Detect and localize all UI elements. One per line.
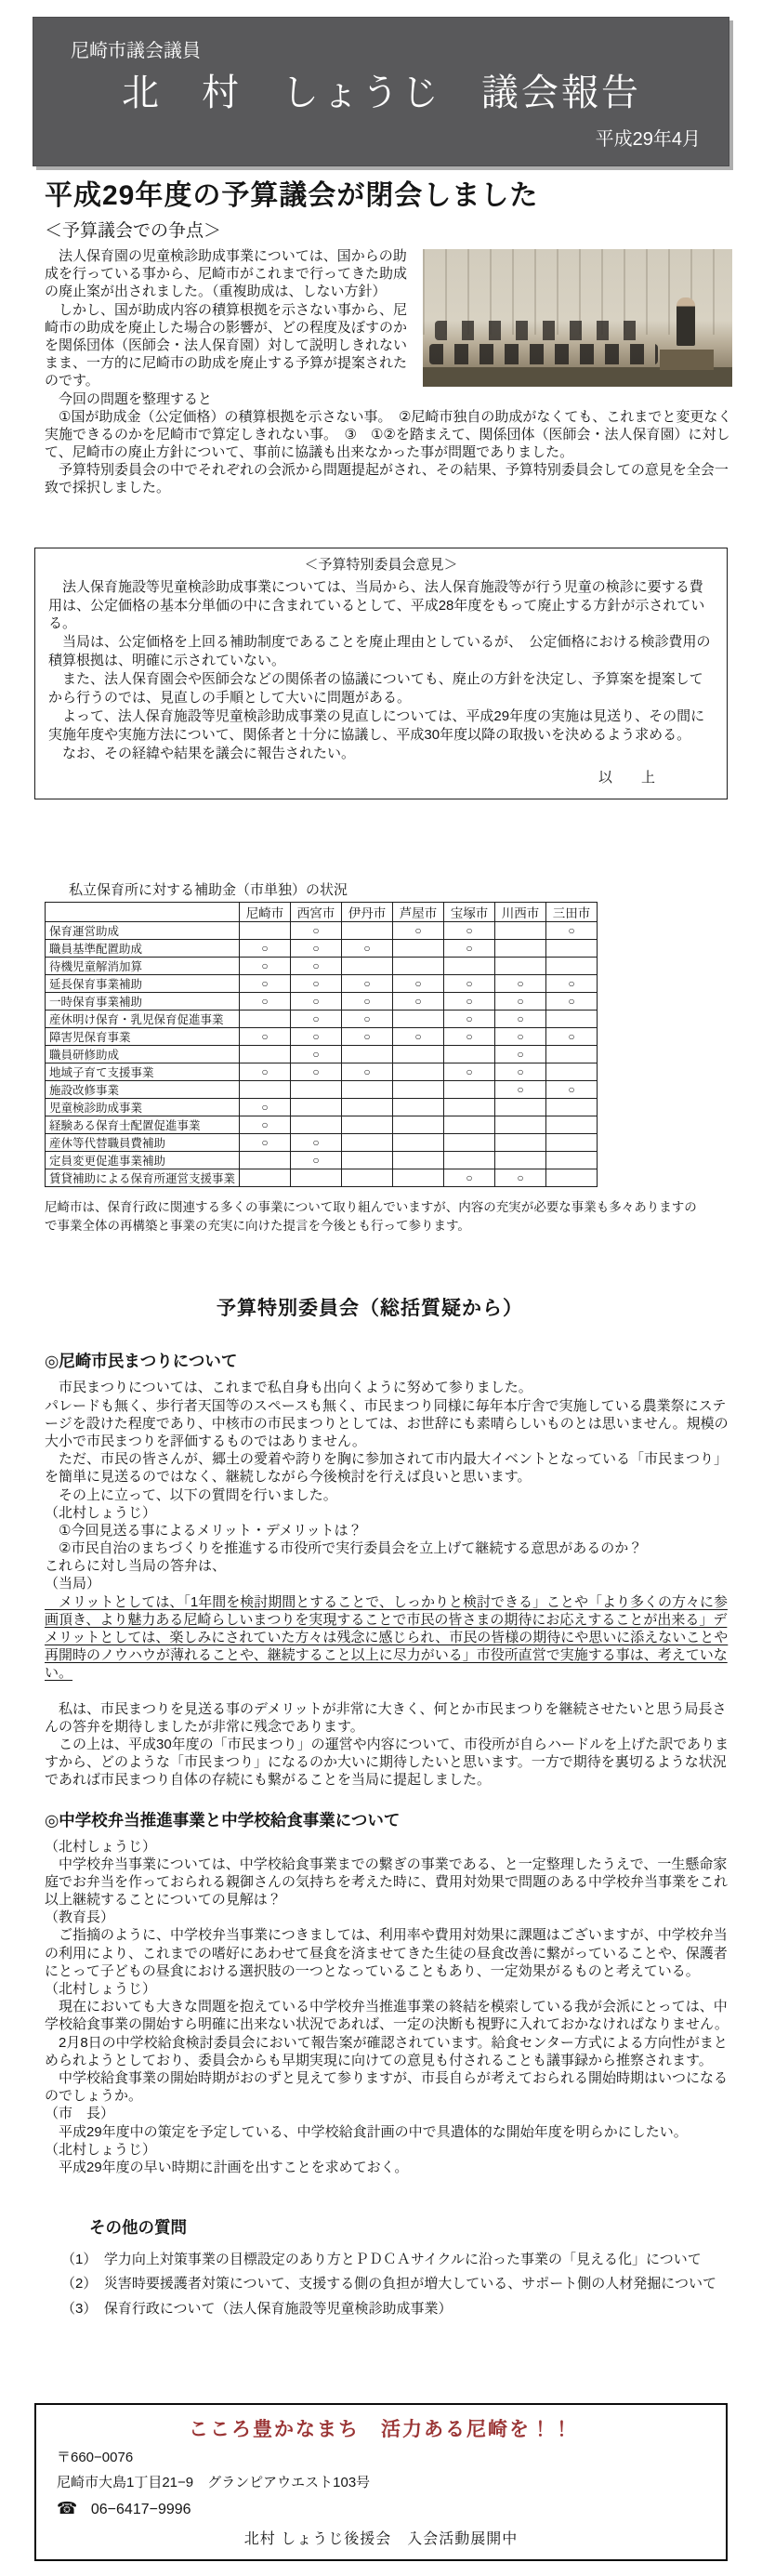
subsidy-mark-cell: ○	[291, 939, 342, 957]
lead-paragraph: 今回の問題を整理すると	[45, 390, 213, 407]
council-role-label: 尼崎市議会議員	[71, 41, 201, 61]
subsidy-table-title: 私立保育所に対する補助金（市単独）の状況	[69, 881, 348, 898]
subsidy-mark-cell: ○	[291, 1063, 342, 1080]
masthead	[33, 17, 729, 166]
subsidy-mark-cell: ○	[291, 1133, 342, 1151]
table-row	[46, 1027, 598, 1045]
subsidy-mark-cell	[546, 957, 598, 974]
opinion-paragraph: 当局は、公定価格を上回る補助制度であることを廃止理由としているが、 公定価格における検診費用の積算根拠は、明確に示されていない。	[48, 634, 711, 669]
subsidy-mark-cell: ○	[240, 939, 291, 957]
other-question-item: （3） 保育行政について（法人保育施設等児童検診助成事業）	[61, 2300, 453, 2317]
subsidy-mark-cell	[240, 1045, 291, 1063]
table-row	[46, 957, 598, 974]
subsidy-mark-cell: ○	[291, 1010, 342, 1027]
subsidy-mark-cell	[393, 939, 444, 957]
other-question-item: （2） 災害時要援護者対策について、支援する側の負担が増大している、サポート側の人材発掘について	[61, 2276, 716, 2292]
subsidy-mark-cell: ○	[495, 1010, 546, 1027]
table-row	[46, 939, 598, 957]
subsidy-mark-cell	[291, 1080, 342, 1098]
subsidy-row-label: 障害児保育事業	[46, 1027, 240, 1045]
subsidy-row-label: 賃貸補助による保育所運営支援事業	[46, 1169, 240, 1186]
subsidy-mark-cell	[291, 1116, 342, 1133]
subsidy-mark-cell: ○	[240, 1063, 291, 1080]
phone-line	[57, 2499, 705, 2518]
subsidy-mark-cell	[444, 1045, 495, 1063]
subsidy-mark-cell: ○	[240, 1027, 291, 1045]
subsidy-mark-cell: ○	[240, 1116, 291, 1133]
table-row	[46, 1010, 598, 1027]
supporters-association-line: 北村 しょうじ後援会 入会活動展開中	[243, 2531, 519, 2548]
subsidy-mark-cell: ○	[495, 1080, 546, 1098]
subsidy-mark-cell	[546, 1169, 598, 1186]
city-column-header: 三田市	[546, 902, 598, 921]
subsidy-mark-cell: ○	[342, 1063, 393, 1080]
subsidy-mark-cell: ○	[393, 1027, 444, 1045]
table-row	[46, 1116, 598, 1133]
subsidy-row-label: 産休等代替職員費補助	[46, 1133, 240, 1151]
office-address: 尼崎市大島1丁目21−9 グランピアウエスト103号	[57, 2475, 371, 2491]
subsidy-mark-cell: ○	[291, 921, 342, 939]
opinion-paragraph: また、法人保育園会や医師会などの関係者の協議についても、廃止の方針を決定し、予算案を提案してから行うのでは、見直しの手順として大いに問題がある。	[48, 671, 703, 707]
qa-paragraph: ご指摘のように、中学校弁当事業につきましては、利用率や費用対効果に課題はございますが、中学校弁当の利用により、これまでの嗜好にあわせて昼食を済ませてきた生徒の昼食改善に繋がっていることや、保護者にとって子どもの昼食における選択肢の一つとなっていることもあり、一定効果がるものと考えている。	[45, 1927, 728, 1979]
subsidy-mark-cell	[393, 1045, 444, 1063]
subsidy-mark-cell	[393, 1116, 444, 1133]
subsidy-mark-cell: ○	[495, 1027, 546, 1045]
lead-section	[45, 179, 732, 497]
topic2-heading: ◎中学校弁当推進事業と中学校給食事業について	[45, 1810, 401, 1830]
footer-contact-box	[34, 2403, 728, 2562]
subsidy-mark-cell	[240, 1151, 291, 1169]
subsidy-row-label: 児童検診助成事業	[46, 1098, 240, 1116]
subsidy-mark-cell: ○	[291, 992, 342, 1010]
subsidy-table	[45, 902, 598, 1187]
qa-paragraph: これらに対し当局の答弁は、	[45, 1558, 227, 1575]
subsidy-mark-cell: ○	[495, 1063, 546, 1080]
subsidy-mark-cell	[546, 1098, 598, 1116]
opinion-closing: 以 上	[598, 769, 663, 786]
opinion-paragraph: なお、その経緯や結果を議会に報告されたい。	[48, 746, 356, 761]
lead-paragraph: ①国が助成金（公定価格）の積算根拠を示さない事。 ②尼崎市独自の助成がなくても、これまでと変更なく実施できるのかを尼崎市で算定しきれない事。 ③ ①②を踏まえて、関係団体（医師会・法人保育園）に対して、尼崎市の廃止方針について、事前に協議も出来なかった事が問題でありました。	[45, 408, 732, 461]
opinion-box-title: ＜予算特別委員会意見＞	[304, 556, 458, 573]
lead-paragraph: しかし、国が助成内容の積算根拠を示さない事から、尼崎市の助成を廃止した場合の影響が、どの程度及ぼすのかを関係団体（医師会・法人保育園）対して説明しきれないまま、一方的に尼崎市の助成を廃止する予算が提案されたのです。	[45, 301, 408, 390]
subsidy-mark-cell	[342, 1045, 393, 1063]
photo-standing-speaker	[677, 297, 695, 346]
issue-date: 平成29年4月	[595, 129, 701, 150]
subsidy-mark-cell	[291, 1169, 342, 1186]
table-corner-cell	[46, 902, 240, 921]
subsidy-mark-cell: ○	[342, 974, 393, 992]
qa-paragraph: （当局）	[45, 1576, 101, 1592]
qa-paragraph: （北村しょうじ）	[45, 2141, 157, 2158]
subsidy-table-note: 尼崎市は、保育行政に関連する多くの事業について取り組んでいますが、内容の充実が必要な事業も多々ありますので事業全体の再構築と事業の充実に向けた提言を今後とも行って参ります。	[45, 1199, 697, 1234]
subsidy-mark-cell	[495, 1133, 546, 1151]
qa-paragraph: 平成29年度中の策定を予定している、中学校給食計画の中で具遣体的な開始年度を明らかにしたい。	[45, 2123, 688, 2140]
table-row	[46, 921, 598, 939]
subsidy-row-label: 経験ある保育士配置促進事業	[46, 1116, 240, 1133]
lead-subheading: ＜予算議会での争点＞	[45, 221, 222, 241]
subsidy-mark-cell: ○	[342, 1027, 393, 1045]
city-column-header: 西宮市	[291, 902, 342, 921]
subsidy-mark-cell	[444, 1151, 495, 1169]
subsidy-mark-cell	[342, 1116, 393, 1133]
subsidy-mark-cell	[444, 957, 495, 974]
qa-paragraph: （教育長）	[45, 1909, 115, 1926]
subsidy-mark-cell	[495, 1098, 546, 1116]
subsidy-mark-cell	[342, 921, 393, 939]
committee-qa-section	[45, 1293, 732, 2320]
qa-paragraph: メリットとしては、「1年間を検討期間とすることで、しっかりと検討できる」ことや「より多くの方々に参画頂き、より魅力ある尼崎らしいまつりを実現することで市民の皆さまの期待にお応えすることが出来る」デメリットとしては、楽しみにされていた方々は残念に感じられ、市民の皆様の期待にや思いに添えないことや再開時のノウハウが薄れることや、継続すること以上に尽力がいる」市役所直営で実施する事は、考えていない。	[45, 1593, 729, 1682]
subsidy-mark-cell	[291, 1098, 342, 1116]
subsidy-mark-cell: ○	[444, 992, 495, 1010]
subsidy-mark-cell: ○	[291, 957, 342, 974]
qa-paragraph: パレードも無く、歩行者天国等のスペースも無く、市民まつり同様に毎年本庁舎で実施している農業祭にステージを設けた程度であり、中核市の市民まつりとしては、お世辞にも素晴らしいものとは思いません。規模の大小で市民まつりを評価するものではありません。	[45, 1397, 729, 1449]
city-column-header: 尼崎市	[240, 902, 291, 921]
subsidy-mark-cell: ○	[546, 974, 598, 992]
photo-podium	[660, 350, 714, 370]
city-column-header: 芦屋市	[393, 902, 444, 921]
other-questions-heading: その他の質問	[89, 2218, 187, 2238]
subsidy-mark-cell: ○	[444, 939, 495, 957]
subsidy-row-label: 職員研修助成	[46, 1045, 240, 1063]
subsidy-row-label: 職員基準配置助成	[46, 939, 240, 957]
subsidy-mark-cell	[240, 921, 291, 939]
subsidy-mark-cell	[393, 1080, 444, 1098]
city-column-header: 川西市	[495, 902, 546, 921]
subsidy-row-label: 地域子育て支援事業	[46, 1063, 240, 1080]
opinion-box	[34, 548, 728, 799]
campaign-slogan: こころ豊かなまち 活力ある尼崎を！！	[189, 2418, 573, 2440]
subsidy-mark-cell	[495, 939, 546, 957]
table-row	[46, 1045, 598, 1063]
photo-seated-row-back	[435, 321, 639, 340]
qa-paragraph: （北村しょうじ）	[45, 1504, 157, 1521]
phone-number: 06−6417−9996	[90, 2502, 191, 2518]
table-row	[46, 974, 598, 992]
subsidy-mark-cell: ○	[393, 992, 444, 1010]
qa-paragraph: ①今回見送る事によるメリット・デメリットは？	[45, 1522, 362, 1539]
subsidy-table-section	[45, 879, 729, 1236]
subsidy-mark-cell: ○	[291, 1151, 342, 1169]
subsidy-mark-cell	[546, 1133, 598, 1151]
paragraph-spacer	[45, 1683, 732, 1700]
qa-paragraph: 市民まつりについては、これまで私自身も出向くように努めて参りました。	[45, 1380, 532, 1396]
lead-body	[45, 247, 732, 497]
subsidy-mark-cell: ○	[444, 1063, 495, 1080]
subsidy-mark-cell: ○	[393, 974, 444, 992]
subsidy-mark-cell: ○	[495, 1169, 546, 1186]
subsidy-mark-cell	[546, 1045, 598, 1063]
subsidy-mark-cell: ○	[291, 1045, 342, 1063]
subsidy-mark-cell	[342, 1133, 393, 1151]
subsidy-mark-cell	[393, 1151, 444, 1169]
subsidy-mark-cell	[342, 1098, 393, 1116]
table-row	[46, 1098, 598, 1116]
lead-paragraph: 法人保育園の児童検診助成事業については、国からの助成を行っている事から、尼崎市がこれまで行ってきた助成の廃止案が出されました。（重複助成は、しない方針）	[45, 248, 408, 300]
subsidy-mark-cell	[546, 1010, 598, 1027]
qa-paragraph: ②市民自治のまちづくりを推進する市役所で実行委員会を立上げて継続する意思があるのか？	[45, 1540, 643, 1557]
subsidy-mark-cell: ○	[240, 1133, 291, 1151]
photo-seated-row-front	[429, 344, 658, 364]
opinion-paragraphs	[48, 578, 714, 763]
subsidy-mark-cell: ○	[444, 1169, 495, 1186]
qa-paragraph: 2月8日の中学校給食検討委員会において報告案が確認されています。給食センター方式による方向性がまとめられようとしており、委員会からも早期実現に向けての意見も付されることも議事録から推察されます。	[45, 2034, 728, 2068]
subsidy-mark-cell: ○	[444, 1010, 495, 1027]
table-row	[46, 1080, 598, 1098]
subsidy-mark-cell	[546, 1151, 598, 1169]
photo-desk	[423, 367, 732, 387]
subsidy-mark-cell	[444, 1080, 495, 1098]
qa-paragraph: この上は、平成30年度の「市民まつり」の運営や内容について、市役所が自らハードルを上げた訳でありますから、どのような「市民まつり」になるのか大いに期待したいと思います。一方で期待を裏切るような状況であれば市民まつり自体の存続にも繋がることを当局に提起しました。	[45, 1736, 729, 1789]
subsidy-mark-cell	[342, 1169, 393, 1186]
subsidy-mark-cell	[495, 1151, 546, 1169]
subsidy-mark-cell	[342, 1151, 393, 1169]
phone-icon: ☎	[57, 2499, 78, 2518]
city-column-header: 宝塚市	[444, 902, 495, 921]
subsidy-row-label: 保育運営助成	[46, 921, 240, 939]
subsidy-mark-cell: ○	[546, 921, 598, 939]
subsidy-mark-cell	[546, 1063, 598, 1080]
subsidy-mark-cell	[546, 939, 598, 957]
subsidy-mark-cell	[393, 1169, 444, 1186]
subsidy-mark-cell: ○	[495, 992, 546, 1010]
subsidy-mark-cell	[444, 1116, 495, 1133]
assembly-chamber-photo	[423, 249, 732, 387]
subsidy-mark-cell	[393, 1010, 444, 1027]
subsidy-mark-cell: ○	[444, 921, 495, 939]
subsidy-mark-cell	[495, 921, 546, 939]
subsidy-mark-cell	[240, 1080, 291, 1098]
subsidy-row-label: 産休明け保育・乳児保育促進事業	[46, 1010, 240, 1027]
qa-paragraph: （北村しょうじ）	[45, 1838, 157, 1855]
subsidy-mark-cell: ○	[342, 1010, 393, 1027]
qa-paragraph: 私は、市民まつりを見送る事のデメリットが非常に大きく、何とか市民まつりを継続させたいと思う局長さんの答弁を期待しましたが非常に残念であります。	[45, 1700, 727, 1735]
subsidy-mark-cell	[393, 1098, 444, 1116]
subsidy-mark-cell	[342, 1080, 393, 1098]
subsidy-mark-cell: ○	[291, 1027, 342, 1045]
subsidy-mark-cell	[546, 1116, 598, 1133]
subsidy-mark-cell: ○	[240, 992, 291, 1010]
subsidy-mark-cell: ○	[240, 974, 291, 992]
qa-paragraph: その上に立って、以下の質問を行いました。	[45, 1486, 337, 1503]
qa-paragraph: （北村しょうじ）	[45, 1981, 157, 1997]
subsidy-mark-cell	[240, 1169, 291, 1186]
subsidy-mark-cell: ○	[342, 992, 393, 1010]
other-questions-list	[45, 2248, 732, 2321]
other-question-item: （1） 学力向上対策事業の目標設定のあり方とＰＤＣＡサイクルに沿った事業の「見える化」について	[61, 2252, 702, 2268]
table-row	[46, 1063, 598, 1080]
table-row	[46, 992, 598, 1010]
qa-paragraph: 平成29年度の早い時期に計画を出すことを求めておく。	[45, 2159, 409, 2175]
subsidy-mark-cell: ○	[393, 921, 444, 939]
qa-paragraph: 中学校給食事業の開始時期がおのずと見えて参りますが、市長自らが考えておられる開始時期はいつになるのでしょうか。	[45, 2069, 729, 2105]
subsidy-mark-cell	[393, 1133, 444, 1151]
subsidy-mark-cell	[240, 1010, 291, 1027]
subsidy-row-label: 待機児童解消加算	[46, 957, 240, 974]
subsidy-row-label: 定員変更促進事業補助	[46, 1151, 240, 1169]
subsidy-mark-cell: ○	[546, 992, 598, 1010]
subsidy-mark-cell	[393, 1063, 444, 1080]
opinion-paragraph: よって、法人保育施設等児童検診助成事業の見直しについては、平成29年度の実施は見送り、その間に実施年度や実施方法について、関係者と十分に協議し、平成30年度以降の取扱いを決めるよう求める。	[48, 708, 705, 744]
table-row	[46, 1169, 598, 1186]
subsidy-mark-cell: ○	[444, 1027, 495, 1045]
committee-heading: 予算特別委員会（総括質疑から）	[217, 1298, 523, 1320]
subsidy-mark-cell: ○	[546, 1080, 598, 1098]
topic1-body	[45, 1379, 732, 1789]
subsidy-row-label: 一時保育事業補助	[46, 992, 240, 1010]
subsidy-row-label: 延長保育事業補助	[46, 974, 240, 992]
subsidy-mark-cell: ○	[495, 1045, 546, 1063]
lead-paragraph: 予算特別委員会の中でそれぞれの会派から問題提起がされ、その結果、予算特別委員会しての意見を全会一致で採択しました。	[45, 462, 729, 496]
subsidy-row-label: 施設改修事業	[46, 1080, 240, 1098]
subsidy-mark-cell: ○	[240, 1098, 291, 1116]
subsidy-mark-cell	[342, 957, 393, 974]
subsidy-mark-cell: ○	[546, 1027, 598, 1045]
qa-paragraph: 中学校弁当事業については、中学校給食事業までの繋ぎの事業である、と一定整理したうえで、一生懸命家庭でお弁当を作っておられる親御さんの気持ちを考えた時に、費用対効果で問題のある中学校弁当事業をこれ以上継続することについての見解は？	[45, 1856, 729, 1909]
table-header-row	[46, 902, 598, 921]
subsidy-mark-cell	[444, 1133, 495, 1151]
table-row	[46, 1133, 598, 1151]
subsidy-mark-cell	[495, 957, 546, 974]
topic2-body	[45, 1838, 732, 2177]
subsidy-mark-cell	[495, 1116, 546, 1133]
subsidy-mark-cell: ○	[342, 939, 393, 957]
lead-heading: 平成29年度の予算議会が閉会しました	[45, 180, 539, 211]
qa-paragraph: 現在においても大きな問題を抱えている中学校弁当推進事業の終結を模索している我が会派にとっては、中学校給食事業の開始すら明確に出来ない状況であれば、一定の決断も視野に入れておかなければなりません。	[45, 1999, 729, 2033]
subsidy-mark-cell	[444, 1098, 495, 1116]
opinion-paragraph: 法人保育施設等児童検診助成事業については、当局から、法人保育施設等が行う児童の検診に要する費用は、公定価格の基本分単価の中に含まれているとして、平成28年度をもって廃止する方針が示されている。	[48, 578, 705, 632]
qa-paragraph: （市 長）	[45, 2106, 115, 2122]
subsidy-mark-cell: ○	[495, 974, 546, 992]
postal-code: 〒660−0076	[57, 2449, 134, 2465]
city-column-header: 伊丹市	[342, 902, 393, 921]
table-row	[46, 1151, 598, 1169]
topic1-heading: ◎尼崎市民まつりについて	[45, 1352, 238, 1371]
subsidy-mark-cell: ○	[291, 974, 342, 992]
qa-paragraph: ただ、市民の皆さんが、郷土の愛着や誇りを胸に参加されて市内最大イベントとなっている「市民まつり」を簡単に見送るのではなく、継続しながら今後検討を行えば良いと思います。	[45, 1451, 729, 1486]
newsletter-title: 北 村 しょうじ 議会報告	[122, 73, 641, 113]
subsidy-mark-cell: ○	[444, 974, 495, 992]
subsidy-mark-cell: ○	[240, 957, 291, 974]
subsidy-mark-cell	[393, 957, 444, 974]
